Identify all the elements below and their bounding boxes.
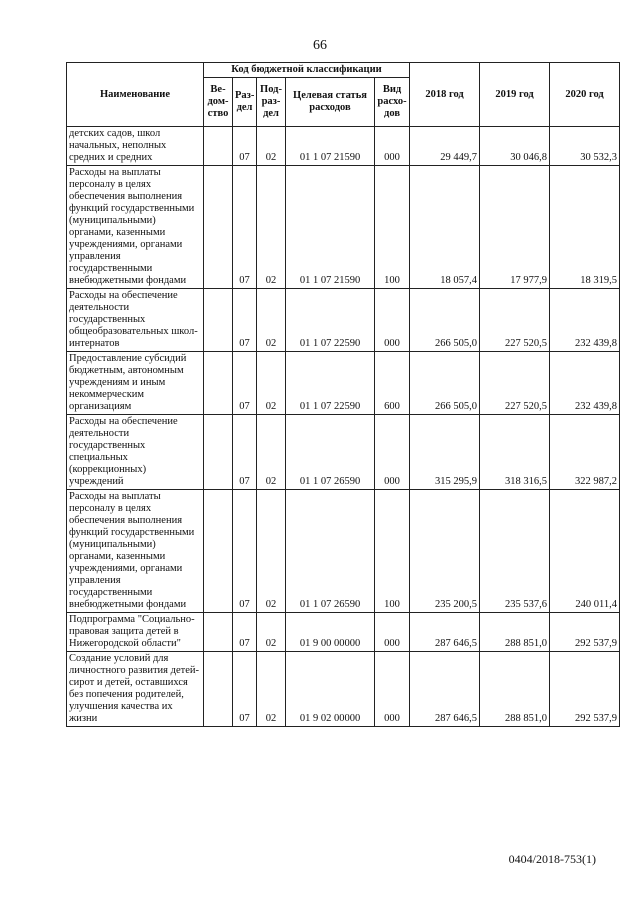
- row-name: Подпрограмма "Социально-правовая защита детей в Нижегородской области": [67, 613, 204, 652]
- row-2018: 235 200,5: [410, 490, 480, 613]
- row-2020: 30 532,3: [550, 127, 620, 166]
- row-podrazdel: 02: [257, 652, 286, 727]
- row-razdel: 07: [233, 613, 257, 652]
- row-vedomstvo: [204, 415, 233, 490]
- row-2018: 315 295,9: [410, 415, 480, 490]
- row-name: детских садов, школ начальных, неполных средних и средних: [67, 127, 204, 166]
- header-target-article: Целевая статья расходов: [286, 78, 375, 127]
- row-vedomstvo: [204, 166, 233, 289]
- row-2019: 288 851,0: [480, 613, 550, 652]
- header-2019: 2019 год: [480, 63, 550, 127]
- row-vedomstvo: [204, 490, 233, 613]
- row-name: Предоставление субсидий бюджетным, автономным учреждениям и иным некоммерческим организациям: [67, 352, 204, 415]
- table-row: [67, 652, 620, 727]
- row-razdel: 07: [233, 166, 257, 289]
- row-expense-type: 000: [375, 415, 410, 490]
- row-target-article: 01 9 00 00000: [286, 613, 375, 652]
- row-expense-type: 100: [375, 166, 410, 289]
- row-2019: 30 046,8: [480, 127, 550, 166]
- row-2020: 232 439,8: [550, 352, 620, 415]
- row-2018: 266 505,0: [410, 352, 480, 415]
- row-expense-type: 000: [375, 289, 410, 352]
- row-podrazdel: 02: [257, 415, 286, 490]
- table-row: [67, 613, 620, 652]
- row-target-article: 01 1 07 26590: [286, 415, 375, 490]
- row-target-article: 01 1 07 21590: [286, 166, 375, 289]
- table-row: [67, 490, 620, 613]
- row-2019: 318 316,5: [480, 415, 550, 490]
- row-2020: 322 987,2: [550, 415, 620, 490]
- row-vedomstvo: [204, 289, 233, 352]
- row-name: Создание условий для личностного развития детей-сирот и детей, оставшихся без попечения родителей, улучшения качества их жизни: [67, 652, 204, 727]
- header-expense-type: Вид расхо-дов: [375, 78, 410, 127]
- row-razdel: 07: [233, 352, 257, 415]
- document-code: 0404/2018-753(1): [508, 852, 596, 866]
- row-vedomstvo: [204, 652, 233, 727]
- row-podrazdel: 02: [257, 352, 286, 415]
- row-target-article: 01 1 07 21590: [286, 127, 375, 166]
- row-expense-type: 600: [375, 352, 410, 415]
- row-razdel: 07: [233, 652, 257, 727]
- row-2019: 227 520,5: [480, 352, 550, 415]
- table-row: [67, 166, 620, 289]
- row-2018: 287 646,5: [410, 652, 480, 727]
- row-2020: 232 439,8: [550, 289, 620, 352]
- row-2019: 17 977,9: [480, 166, 550, 289]
- row-podrazdel: 02: [257, 289, 286, 352]
- row-name: Расходы на обеспечение деятельности государственных специальных (коррекционных) учреждений: [67, 415, 204, 490]
- row-2018: 18 057,4: [410, 166, 480, 289]
- row-vedomstvo: [204, 352, 233, 415]
- row-2020: 292 537,9: [550, 652, 620, 727]
- row-razdel: 07: [233, 127, 257, 166]
- row-podrazdel: 02: [257, 127, 286, 166]
- row-2019: 235 537,6: [480, 490, 550, 613]
- row-vedomstvo: [204, 127, 233, 166]
- budget-table: [66, 62, 620, 727]
- header-2020: 2020 год: [550, 63, 620, 127]
- row-2018: 287 646,5: [410, 613, 480, 652]
- row-2018: 266 505,0: [410, 289, 480, 352]
- header-podrazdel: Под-раз-дел: [257, 78, 286, 127]
- table-row: [67, 352, 620, 415]
- row-expense-type: 100: [375, 490, 410, 613]
- header-name: Наименование: [67, 63, 204, 127]
- row-target-article: 01 1 07 22590: [286, 352, 375, 415]
- row-2020: 292 537,9: [550, 613, 620, 652]
- row-razdel: 07: [233, 490, 257, 613]
- row-2018: 29 449,7: [410, 127, 480, 166]
- table-row: [67, 127, 620, 166]
- page-number: 66: [313, 38, 327, 53]
- row-target-article: 01 1 07 26590: [286, 490, 375, 613]
- row-expense-type: 000: [375, 613, 410, 652]
- row-name: Расходы на обеспечение деятельности государственных общеобразовательных школ-интернатов: [67, 289, 204, 352]
- row-2020: 18 319,5: [550, 166, 620, 289]
- header-razdel: Раз-дел: [233, 78, 257, 127]
- header-budget-code: Код бюджетной классификации: [204, 63, 410, 78]
- row-vedomstvo: [204, 613, 233, 652]
- row-2020: 240 011,4: [550, 490, 620, 613]
- row-name: Расходы на выплаты персоналу в целях обеспечения выполнения функций государственными (муниципальными) органами, казенными учреждениями, органами управления государственными внебюджетными фондами: [67, 490, 204, 613]
- row-name: Расходы на выплаты персоналу в целях обеспечения выполнения функций государственными (муниципальными) органами, казенными учреждениями, органами управления государственными внебюджетными фондами: [67, 166, 204, 289]
- header-vedomstvo: Ве-дом-ство: [204, 78, 233, 127]
- row-expense-type: 000: [375, 127, 410, 166]
- header-2018: 2018 год: [410, 63, 480, 127]
- row-target-article: 01 9 02 00000: [286, 652, 375, 727]
- table-row: [67, 289, 620, 352]
- row-2019: 288 851,0: [480, 652, 550, 727]
- row-razdel: 07: [233, 415, 257, 490]
- row-podrazdel: 02: [257, 490, 286, 613]
- table-row: [67, 415, 620, 490]
- row-razdel: 07: [233, 289, 257, 352]
- row-podrazdel: 02: [257, 613, 286, 652]
- row-target-article: 01 1 07 22590: [286, 289, 375, 352]
- row-2019: 227 520,5: [480, 289, 550, 352]
- row-expense-type: 000: [375, 652, 410, 727]
- row-podrazdel: 02: [257, 166, 286, 289]
